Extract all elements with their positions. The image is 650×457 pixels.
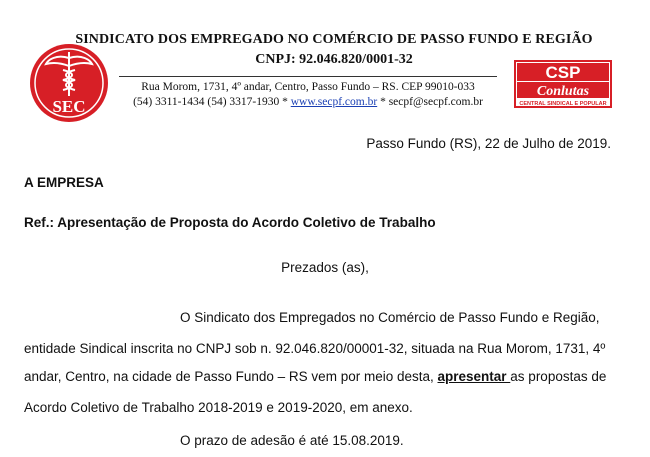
csp-logo-top-text: CSP	[545, 63, 581, 82]
sec-logo-text: SEC	[52, 97, 86, 116]
email-address: secpf@secpf.com.br	[388, 96, 483, 108]
letter-greeting: Prezados (as),	[281, 260, 369, 275]
paragraph-line-2: entidade Sindical inscrita no CNPJ sob n. 92.046.820/00001-32, situada na Rua Morom, 1731, 4º	[24, 341, 606, 356]
letter-date: Passo Fundo (RS), 22 de Julho de 2019.	[366, 136, 611, 151]
website-link[interactable]: www.secpf.com.br	[290, 96, 378, 108]
paragraph-line-3-start: andar, Centro, na cidade de Passo Fundo – RS vem por meio desta,	[24, 369, 438, 384]
union-name-heading: SINDICATO DOS EMPREGADO NO COMÉRCIO DE PASSO FUNDO E REGIÃO	[75, 32, 593, 47]
csp-logo-middle-text: Conlutas	[536, 84, 590, 99]
phone-numbers: (54) 3311-1434 (54) 3317-1930 *	[133, 96, 291, 108]
deadline-sentence: O prazo de adesão é até 15.08.2019.	[180, 433, 404, 448]
emphasized-word: apresentar	[437, 369, 511, 384]
letter-reference: Ref.: Apresentação de Proposta do Acordo Coletivo de Trabalho	[24, 215, 436, 230]
union-contact-line	[112, 96, 504, 108]
csp-logo-bottom-text: CENTRAL SINDICAL E POPULAR	[519, 101, 607, 107]
paragraph-line-3	[24, 369, 611, 384]
header-divider	[119, 76, 497, 77]
paragraph-line-4: Acordo Coletivo de Trabalho 2018-2019 e 2019-2020, em anexo.	[24, 400, 413, 415]
csp-conlutas-logo	[514, 60, 612, 108]
paragraph-line-3-end: as propostas de	[510, 369, 607, 384]
paragraph-line-1: O Sindicato dos Empregados no Comércio de Passo Fundo e Região,	[180, 310, 600, 325]
contact-separator: *	[377, 96, 389, 108]
union-cnpj: CNPJ: 92.046.820/0001-32	[255, 52, 413, 67]
letter-recipient: A EMPRESA	[24, 175, 104, 190]
union-address: Rua Morom, 1731, 4º andar, Centro, Passo Fundo – RS. CEP 99010-033	[141, 81, 475, 93]
